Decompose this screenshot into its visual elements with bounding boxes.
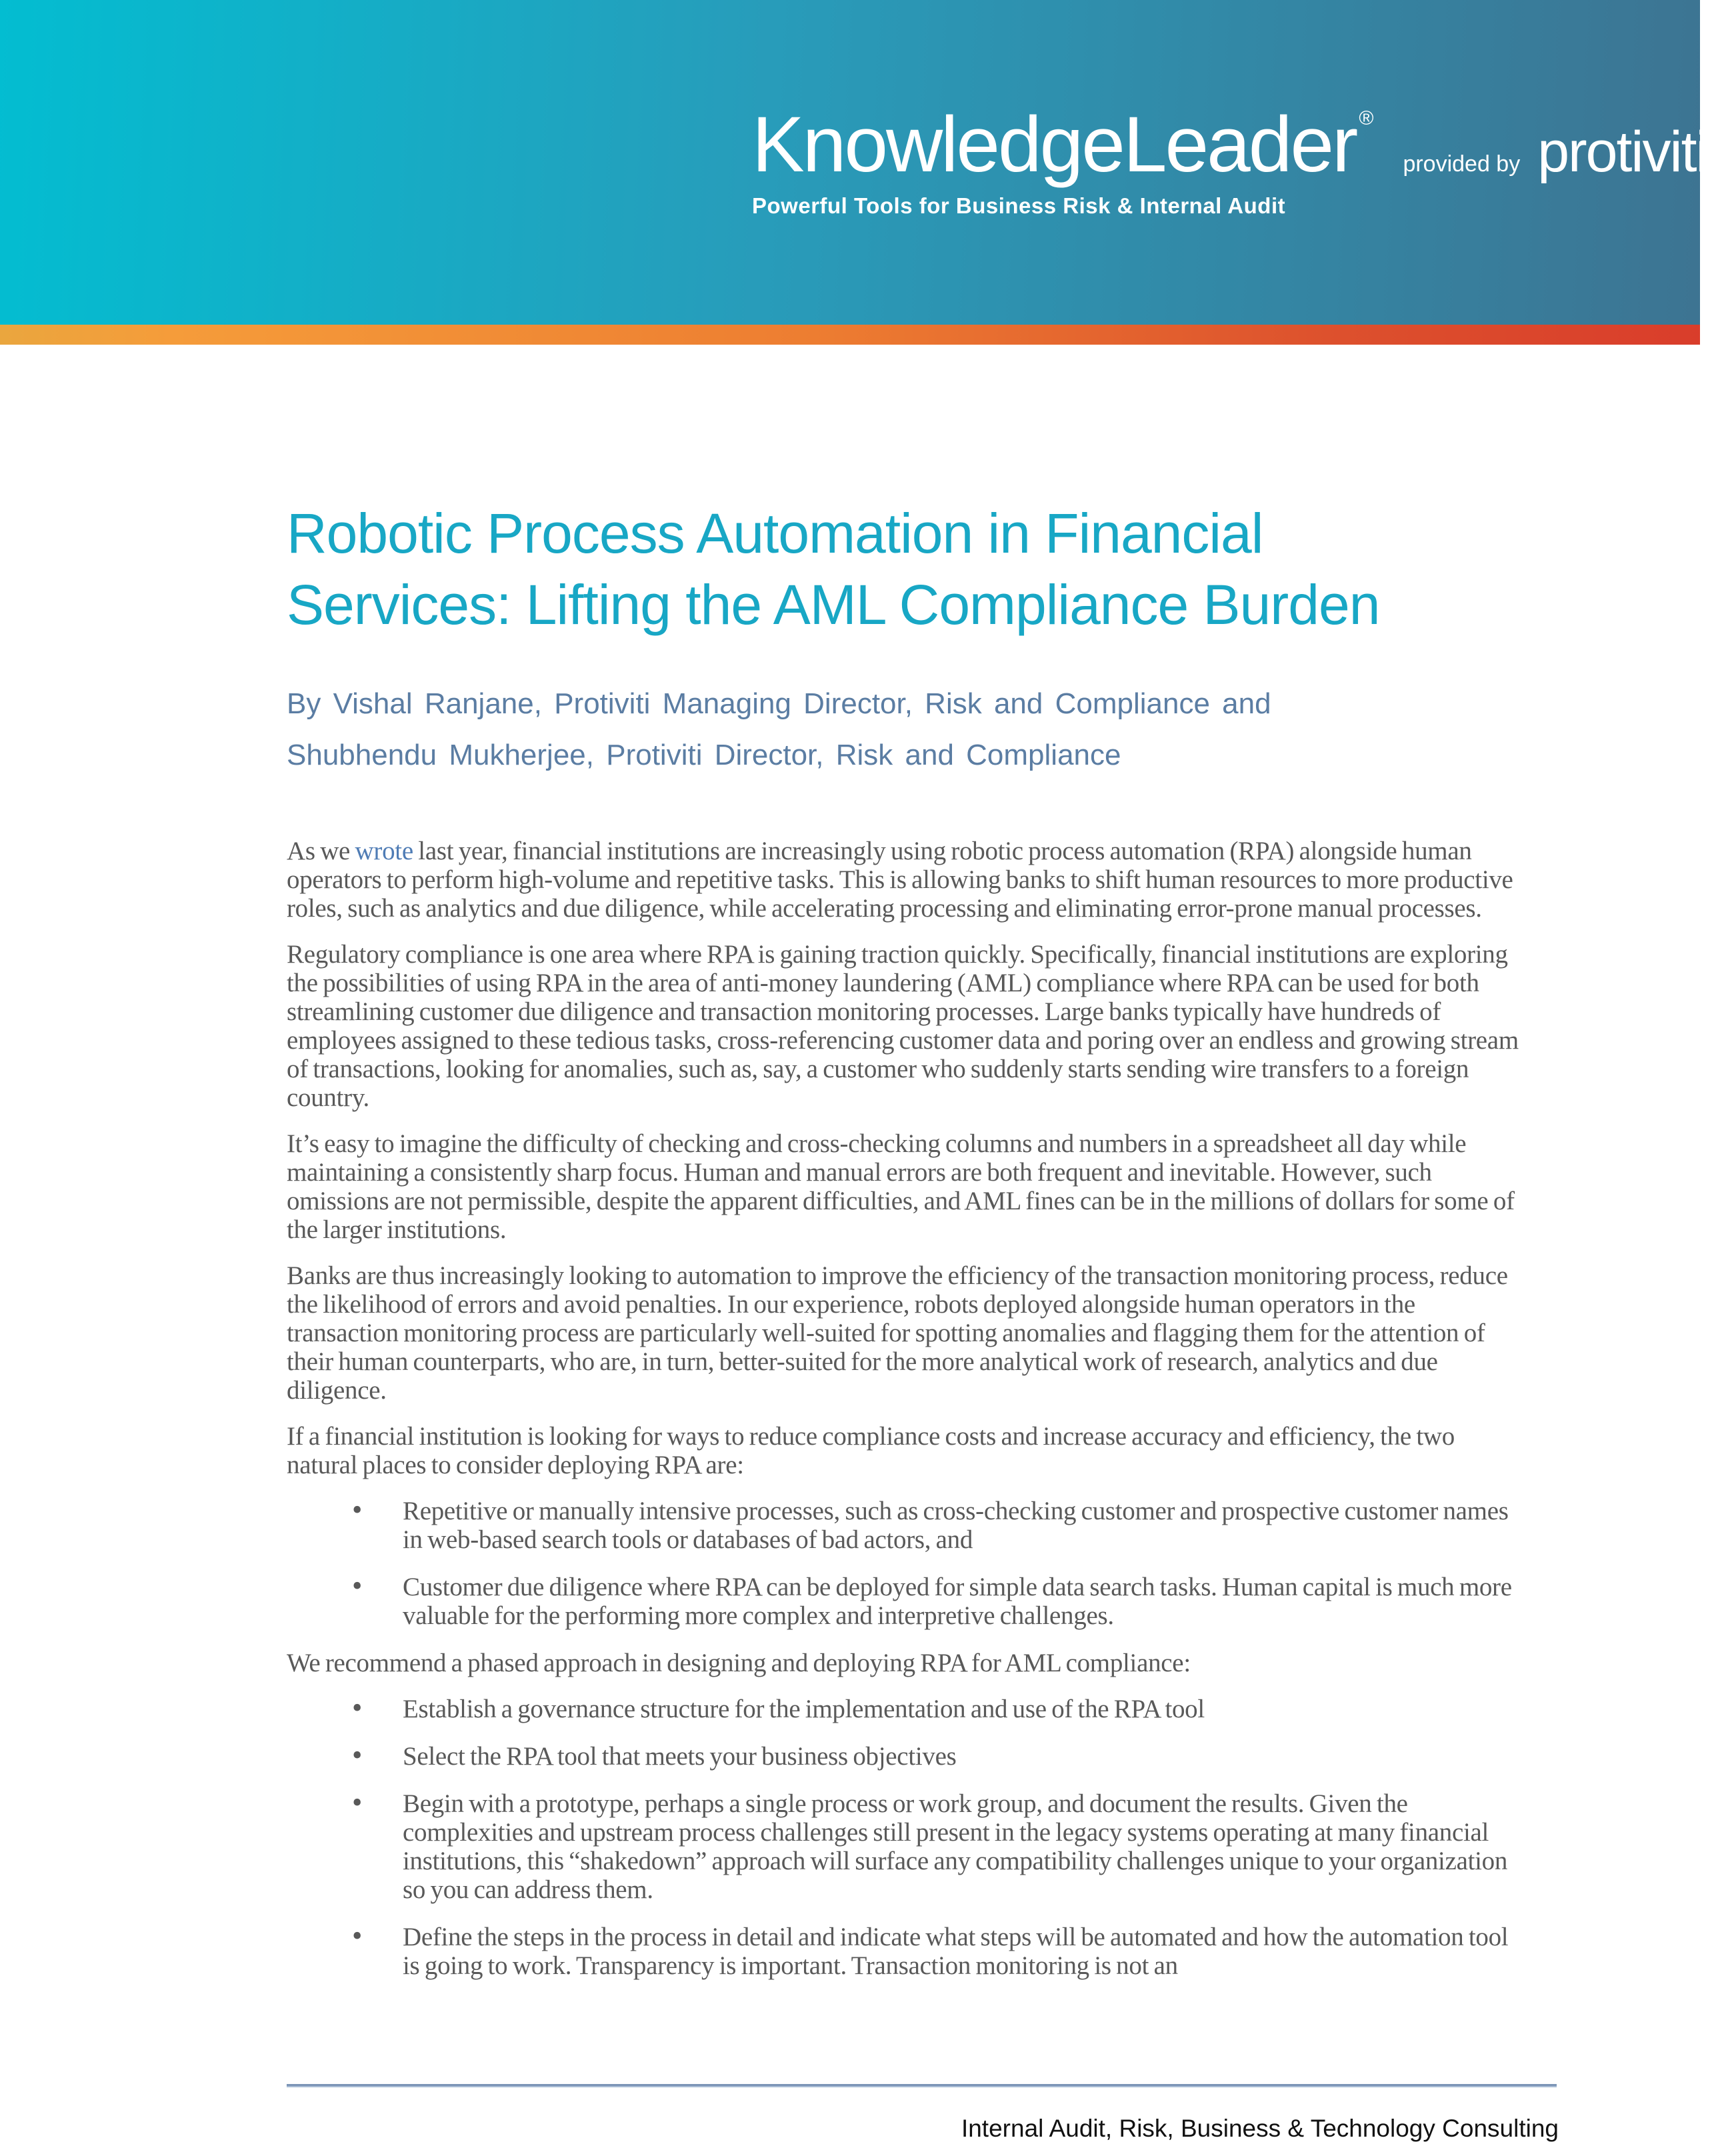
brand-wordmark: KnowledgeLeader xyxy=(752,101,1357,189)
paragraph: Regulatory compliance is one area where RPA is gaining traction quickly. Specifically, financial institutions are exploring the possibilities of using RPA in the area of anti-money laundering (AML) compliance where RPA can be used for both streamlining customer due diligence and transaction monitoring processes. Large banks typically have hundreds of employees assigned to these tedious tasks, cross-referencing customer data and poring over an endless and growing stream of transactions, looking for anomalies, such as, say, a customer who suddenly starts sending wire transfers to a foreign country. xyxy=(287,940,1519,1112)
paragraph: Banks are thus increasingly looking to automation to improve the efficiency of the transaction monitoring process, reduce the likelihood of errors and avoid penalties. In our experience, robots deployed alongside human operators in the transaction monitoring process are particularly well-suited for spotting anomalies and flagging them for the attention of their human counterparts, who are, in turn, better-suited for the more analytical work of research, analytics and due diligence. xyxy=(287,1261,1508,1405)
list-item-text: Repetitive or manually intensive processes, such as cross-checking customer and prospective customer names in web-based search tools or databases of bad actors, and xyxy=(403,1497,1509,1554)
list-item-text: Customer due diligence where RPA can be deployed for simple data search tasks. Human capital is much more valuable for the performing more complex and interpretive challenges. xyxy=(403,1573,1512,1630)
registered-trademark-icon: ® xyxy=(1359,107,1374,129)
list-item xyxy=(287,1789,1527,1904)
brand-tagline: Powerful Tools for Business Risk & Internal Audit xyxy=(752,193,1286,218)
phased-approach-bullet-list xyxy=(287,1695,1527,1980)
footer-tagline: Internal Audit, Risk, Business & Technology Consulting xyxy=(961,2115,1559,2142)
provided-by-label: provided by xyxy=(1403,151,1521,177)
accent-divider-stripe xyxy=(0,325,1700,345)
deploy-bullet-list xyxy=(287,1497,1527,1630)
intro-text-after-link: last year, financial institutions are increasingly using robotic process automation (RPA) alongside human operators to perform high-volume and repetitive tasks. This is allowing banks to shift human resources to more productive roles, such as analytics and due diligence, while accelerating processing and eliminating error-prone manual processes. xyxy=(287,837,1513,923)
list-item xyxy=(287,1923,1527,1980)
list-item-text: Establish a governance structure for the implementation and use of the RPA tool xyxy=(403,1695,1205,1723)
article-text xyxy=(287,837,1527,1980)
list-item xyxy=(287,1497,1527,1554)
article-body xyxy=(287,345,1557,1999)
registered-trademark-icon: ® xyxy=(1709,126,1720,143)
list-item xyxy=(287,1742,1527,1771)
paragraph: It’s easy to imagine the difficulty of checking and cross-checking columns and numbers in a spreadsheet all day while maintaining a consistently sharp focus. Human and manual errors are both frequent and inevitable. However, such omissions are not permissible, despite the apparent difficulties, and AML fines can be in the millions of dollars for some of the larger institutions. xyxy=(287,1129,1515,1244)
list-item xyxy=(287,1573,1527,1630)
byline-line1: By Vishal Ranjane, Protiviti Managing Director, Risk and Compliance and xyxy=(287,687,1271,720)
knowledgeleader-logo xyxy=(752,101,1720,219)
wrote-hyperlink[interactable]: wrote xyxy=(355,837,413,865)
list-item xyxy=(287,1695,1527,1723)
paragraph: If a financial institution is looking for ways to reduce compliance costs and increase accuracy and efficiency, the two natural places to consider deploying RPA are: xyxy=(287,1422,1455,1479)
byline-line2: Shubhendu Mukherjee, Protiviti Director, Risk and Compliance xyxy=(287,739,1121,771)
footer-divider-rule xyxy=(287,2084,1557,2087)
intro-text-before-link: As we xyxy=(287,837,355,865)
page-title-line2: Services: Lifting the AML Compliance Burden xyxy=(287,573,1380,636)
list-item-text: Begin with a prototype, perhaps a single process or work group, and document the results. Given the complexities and upstream process challenges still present in the legacy systems operating at many financial institutions, this “shakedown” approach will surface any compatibility challenges unique to your organization so you can address them. xyxy=(403,1789,1508,1904)
paragraph-intro xyxy=(287,837,1527,923)
list-item-text: Select the RPA tool that meets your business objectives xyxy=(403,1742,957,1771)
paragraph-recommendation: We recommend a phased approach in designing and deploying RPA for AML compliance: xyxy=(287,1649,1191,1677)
byline xyxy=(287,678,1557,781)
header-banner xyxy=(0,0,1720,325)
page-title-line1: Robotic Process Automation in Financial xyxy=(287,502,1263,565)
list-item-text: Define the steps in the process in detail and indicate what steps will be automated and how the automation tool is going to work. Transparency is important. Transaction monitoring is not an xyxy=(403,1923,1509,1980)
page-title xyxy=(287,498,1557,641)
protiviti-wordmark: protiviti xyxy=(1537,120,1707,184)
